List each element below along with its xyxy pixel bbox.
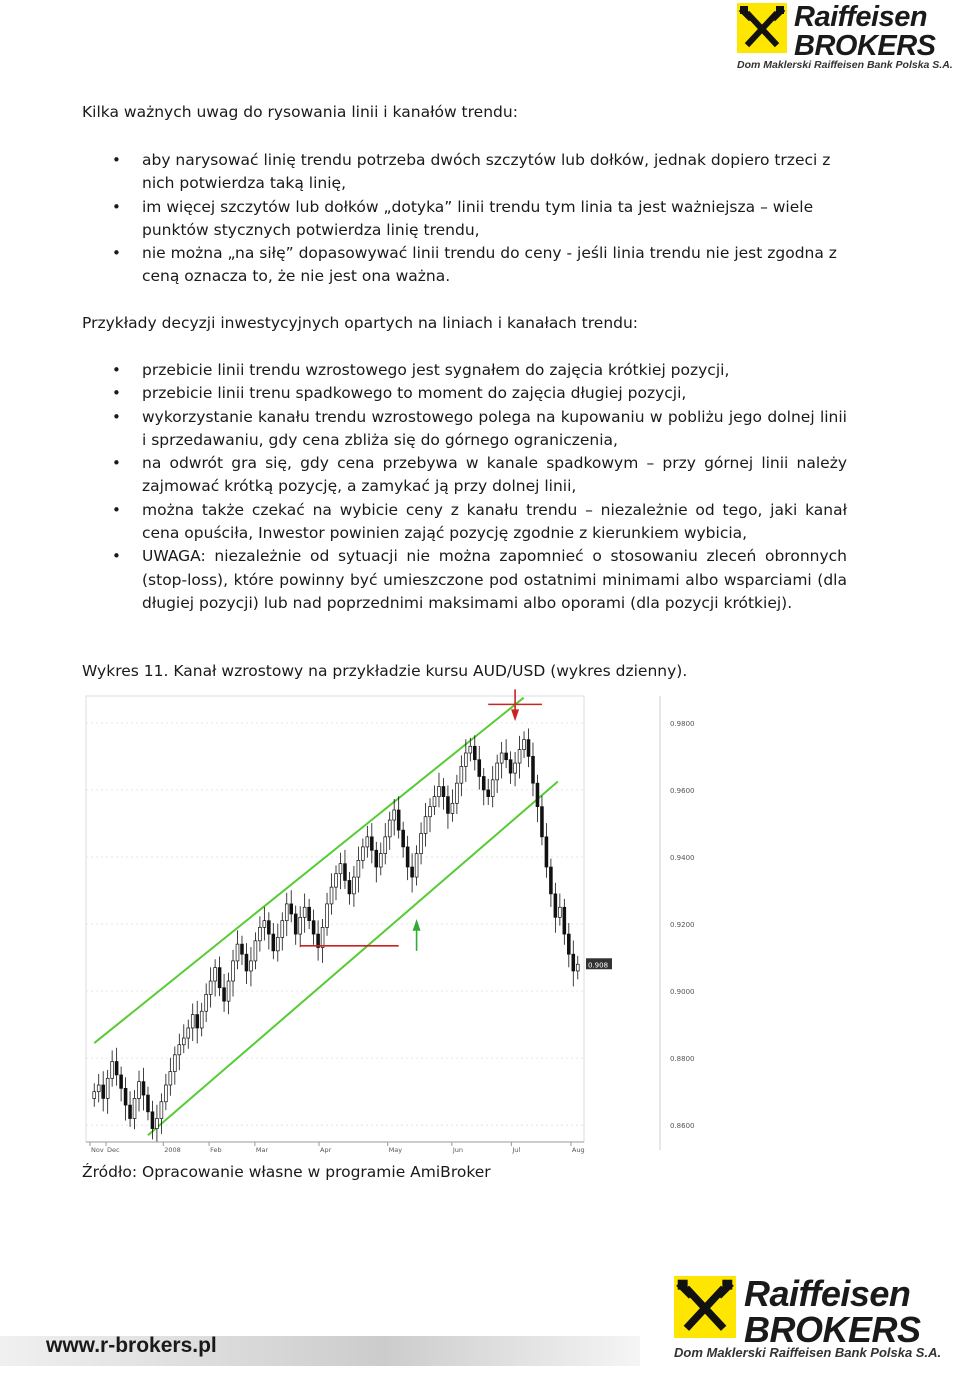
candle-body — [442, 787, 445, 797]
chart-canvas — [82, 690, 695, 1158]
y-tick-label: 0.9600 — [670, 786, 695, 795]
candle-body — [312, 921, 315, 934]
candle-body — [138, 1082, 141, 1099]
candle-body — [254, 941, 257, 961]
x-tick-label: Feb — [210, 1146, 222, 1154]
y-tick-label: 0.8800 — [670, 1055, 695, 1064]
candle-body — [308, 907, 311, 920]
candle-body — [245, 954, 248, 971]
candle-body — [339, 864, 342, 874]
candle-body — [182, 1038, 185, 1045]
candle-body — [321, 927, 324, 947]
candle-body — [191, 1015, 194, 1028]
logo-subtitle: Dom Maklerski Raiffeisen Bank Polska S.A. — [737, 59, 953, 71]
list-item: • na odwrót gra się, gdy cena przebywa w kanale spadkowym – przy górnej linii należy zajmować krótką pozycję, a zamykać ją przy dolnej linii, — [112, 452, 847, 499]
header-logo[interactable] — [737, 1, 953, 71]
list-item: • wykorzystanie kanału trendu wzrostowego polega na kupowaniu w pobliżu jego dolnej linii i sprzedawaniu, gdy cena zbliża się do górnego ograniczenia, — [112, 406, 847, 453]
candle-body — [370, 837, 373, 850]
x-tick-label: May — [388, 1146, 403, 1154]
candle-body — [303, 907, 306, 917]
candle-body — [460, 766, 463, 783]
candle-body — [402, 830, 405, 847]
candle-body — [518, 750, 521, 763]
candle-body — [549, 867, 552, 894]
candle-body — [500, 753, 503, 763]
candle-body — [258, 927, 261, 940]
candle-body — [473, 746, 476, 759]
candle-body — [576, 964, 579, 971]
list-item: • przebicie linii trenu spadkowego to moment do zajęcia długiej pozycji, — [112, 382, 847, 405]
x-tick-label: Dec — [107, 1146, 120, 1154]
y-tick-label: 0.9400 — [670, 853, 695, 862]
candle-body — [330, 887, 333, 904]
candle-body — [455, 783, 458, 803]
candle-body — [348, 880, 351, 893]
candle-body — [326, 904, 329, 927]
logo-line2: BROKERS — [794, 30, 936, 62]
candle-body — [187, 1028, 190, 1038]
candle-body — [424, 817, 427, 834]
x-tick-label: Jun — [452, 1146, 463, 1154]
candle-body — [200, 1011, 203, 1028]
candle-body — [558, 907, 561, 917]
raiffeisen-gable-cross-icon — [737, 3, 787, 53]
y-tick-label: 0.9000 — [670, 988, 695, 997]
candle-body — [160, 1102, 163, 1119]
footer-logo[interactable] — [674, 1273, 942, 1360]
candle-body — [164, 1085, 167, 1102]
candle-body — [357, 860, 360, 877]
list-item: • przebicie linii trendu wzrostowego jest sygnałem do zajęcia krótkiej pozycji, — [112, 359, 847, 382]
candle-body — [281, 921, 284, 938]
rules-list — [112, 149, 847, 289]
candle-body — [366, 837, 369, 847]
chart-source: Źródło: Opracowanie własne w programie AmiBroker — [82, 1163, 491, 1181]
candle-body — [361, 847, 364, 860]
logo-line2: BROKERS — [744, 1309, 921, 1350]
candle-body — [223, 988, 226, 1001]
candle-body — [393, 810, 396, 820]
x-tick-label: Apr — [320, 1146, 332, 1154]
examples-heading: Przykłady decyzji inwestycyjnych opartych na liniach i kanałach trendu: — [82, 314, 639, 332]
candle-body — [120, 1075, 123, 1088]
candle-body — [106, 1078, 109, 1098]
candle-body — [514, 763, 517, 773]
candle-body — [469, 746, 472, 753]
candle-body — [496, 763, 499, 780]
candle-body — [554, 894, 557, 917]
candle-body — [276, 937, 279, 950]
candle-body — [491, 780, 494, 797]
candle-body — [173, 1055, 176, 1072]
candle-body — [115, 1062, 118, 1075]
candle-body — [214, 968, 217, 981]
candle-body — [482, 776, 485, 789]
candle-body — [438, 787, 441, 797]
candle-body — [478, 760, 481, 777]
raiffeisen-gable-cross-icon — [674, 1276, 736, 1338]
candle-body — [545, 837, 548, 867]
list-item: • można także czekać na wybicie ceny z kanału trendu – niezależnie od tego, jaki kanał cena opuściła, Inwestor powinien zająć pozycję zgodnie z kierunkiem wybicia, — [112, 499, 847, 546]
candle-body — [527, 740, 530, 757]
examples-list — [112, 359, 847, 615]
candle-body — [97, 1085, 100, 1092]
candle-body — [411, 867, 414, 877]
candle-body — [129, 1105, 132, 1118]
candle-body — [151, 1112, 154, 1129]
candle-body — [241, 944, 244, 954]
candle-body — [133, 1098, 136, 1118]
list-item: • UWAGA: niezależnie od sytuacji nie można zapomnieć o stosowaniu zleceń obronnych (stop-loss), które powinny być umieszczone pod ostatnimi minimami albo wsparciami (dla długiej pozycji) lub nad poprzednimi maksimami albo oporami (dla pozycji krótkiej). — [112, 545, 847, 615]
candle-body — [379, 854, 382, 867]
candle-body — [344, 864, 347, 881]
candle-body — [388, 820, 391, 837]
price-chart — [82, 690, 695, 1158]
candle-body — [420, 833, 423, 853]
candle-body — [124, 1088, 127, 1105]
list-item: • aby narysować linię trendu potrzeba dwóch szczytów lub dołków, jednak dopiero trzeci z nich potwierdza taką linię, — [112, 149, 847, 196]
candle-body — [250, 961, 253, 971]
candle-body — [487, 790, 490, 797]
candle-body — [446, 797, 449, 814]
candle-body — [523, 740, 526, 750]
x-tick-label: Mar — [255, 1146, 269, 1154]
candle-body — [232, 961, 235, 981]
logo-line1: Raiffeisen — [744, 1273, 911, 1314]
candle-body — [236, 944, 239, 961]
candle-body — [451, 803, 454, 813]
candle-body — [567, 934, 570, 954]
candle-body — [335, 874, 338, 887]
candle-body — [464, 753, 467, 766]
candle-body — [263, 921, 266, 928]
candle-body — [415, 854, 418, 877]
x-tick-label: Nov — [91, 1146, 104, 1154]
candle-body — [142, 1082, 145, 1095]
candle-body — [505, 753, 508, 760]
y-tick-label: 0.9800 — [670, 719, 695, 728]
candle-body — [209, 981, 212, 994]
y-tick-label: 0.9200 — [670, 921, 695, 930]
candle-body — [227, 981, 230, 1001]
x-tick-label: 2008 — [164, 1146, 181, 1154]
candle-body — [433, 797, 436, 807]
logo-line1: Raiffeisen — [794, 1, 928, 33]
candle-body — [267, 921, 270, 934]
intro-heading: Kilka ważnych uwag do rysowania linii i kanałów trendu: — [82, 103, 518, 121]
x-tick-label: Jul — [512, 1146, 521, 1154]
candle-body — [406, 847, 409, 867]
candle-body — [272, 934, 275, 951]
candle-body — [290, 904, 293, 914]
candle-body — [397, 810, 400, 830]
list-item: • im więcej szczytów lub dołków „dotyka” linii trendu tym linia ta jest ważniejsza – wiele punktów stycznych potwierdza linię trendu, — [112, 196, 847, 243]
candle-body — [384, 837, 387, 854]
candle-body — [352, 877, 355, 894]
candle-body — [532, 756, 535, 783]
candle-body — [155, 1119, 158, 1129]
candle-body — [147, 1095, 150, 1112]
candle-body — [299, 917, 302, 934]
candle-body — [218, 968, 221, 988]
y-tick-label: 0.8600 — [670, 1122, 695, 1131]
candle-body — [205, 994, 208, 1011]
candle-body — [509, 760, 512, 773]
list-item: • nie można „na siłę” dopasowywać linii trendu do ceny - jeśli linia trendu nie jest zgodna z ceną oznacza to, że nie jest ona ważna. — [112, 242, 847, 289]
logo-subtitle: Dom Maklerski Raiffeisen Bank Polska S.A. — [674, 1345, 942, 1360]
footer-url-link[interactable]: www.r-brokers.pl — [46, 1334, 217, 1357]
candle-body — [429, 807, 432, 817]
candle-body — [294, 914, 297, 934]
last-price-label: 0.908 — [588, 961, 609, 970]
candle-body — [196, 1015, 199, 1028]
candle-body — [563, 907, 566, 934]
figure-caption: Wykres 11. Kanał wzrostowy na przykładzie kursu AUD/USD (wykres dzienny). — [82, 662, 688, 680]
candle-body — [111, 1062, 114, 1079]
x-tick-label: Aug — [571, 1146, 585, 1154]
candle-body — [285, 904, 288, 921]
candle-body — [178, 1045, 181, 1055]
candle-body — [102, 1085, 105, 1098]
candle-body — [572, 954, 575, 971]
candle-body — [541, 807, 544, 837]
candle-body — [169, 1072, 172, 1085]
candle-body — [536, 783, 539, 806]
candle-body — [93, 1092, 96, 1099]
candle-body — [375, 850, 378, 867]
